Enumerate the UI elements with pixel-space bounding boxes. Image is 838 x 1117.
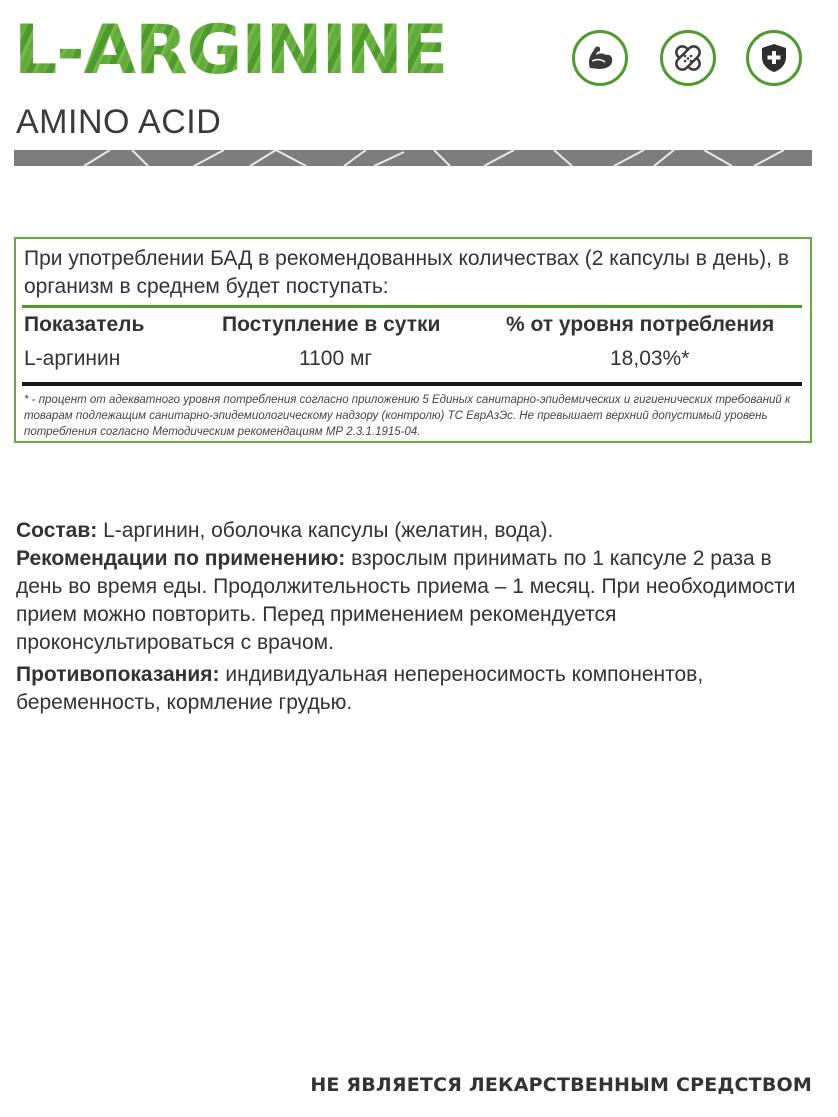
bandage-badge [660,30,716,86]
contraindications-text: индивидуальная непереносимость компонентов, беременность, кормление грудью. [16,663,704,714]
table-footnote: * - процент от адекватного уровня потребления согласно приложению 5 Единых санитарно-эпидемических и гигиенических требований к товарам подлежащим санитарно-эпидемиологическому надзору (контролю) ТС ЕврАзЭс. Не превышает верхний допустимый уровень потребления согласно Методическим рекомендациям МР 2.3.1.1915-04. [24,394,791,438]
column-header-daily-intake: Поступление в сутки [222,313,441,336]
composition-text: L-аргинин, оболочка капсулы (желатин, вода). [97,519,554,542]
decorative-stripe [14,150,812,166]
column-header-percent: % от уровня потребления [506,313,775,336]
column-header-indicator: Показатель [24,313,145,336]
row-daily-intake-cell: 1100 мг [299,347,373,370]
muscle-arm-icon [583,41,617,75]
composition-paragraph [16,517,816,545]
composition-label: Состав: [16,519,98,542]
recommendations-paragraph [16,545,816,657]
not-medicine-disclaimer: НЕ ЯВЛЯЕТСЯ ЛЕКАРСТВЕННЫМ СРЕДСТВОМ [310,1074,812,1096]
product-title: L-ARGININE [14,11,448,90]
intake-intro-text: При употреблении БАД в рекомендованных количествах (2 капсулы в день), в организм в среднем будет поступать: [24,247,789,298]
contraindications-label: Противопоказания: [16,663,220,686]
table-header-rule [22,305,802,308]
recommendations-text: взрослым принимать по 1 капсуле 2 раза в день во время еды. Продолжительность приема – 1 месяц. При необходимости прием можно повторить. Перед применением рекомендуется проконсультироваться с врачом. [16,547,796,654]
table-bottom-rule [22,382,802,386]
contraindications-paragraph [16,661,816,717]
row-name-cell: L-аргинин [24,347,121,370]
bandage-icon [670,40,706,76]
shield-cross-icon [759,42,789,74]
product-subtitle: AMINO ACID [16,103,222,141]
protection-badge [746,30,802,86]
recommendations-label: Рекомендации по применению: [16,547,346,570]
strength-badge [572,30,628,86]
row-percent-cell: 18,03%* [610,347,690,370]
